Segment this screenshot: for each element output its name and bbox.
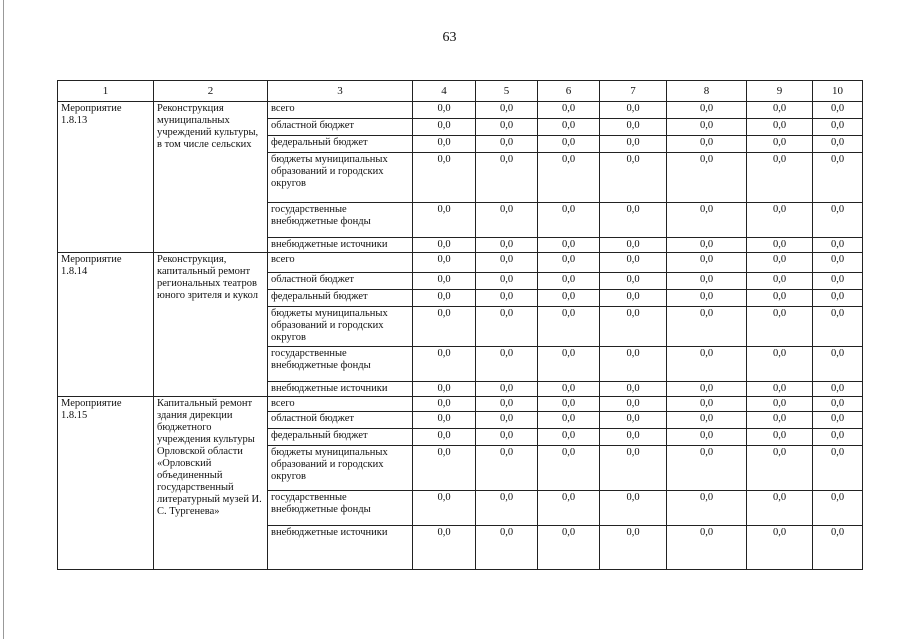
funding-value: 0,0 <box>747 273 813 290</box>
funding-value: 0,0 <box>538 238 600 253</box>
table-row <box>58 397 863 412</box>
funding-value: 0,0 <box>476 347 538 382</box>
funding-value: 0,0 <box>413 347 476 382</box>
page-number: 63 <box>442 30 457 45</box>
funding-source: областной бюджет <box>268 273 413 290</box>
funding-value: 0,0 <box>667 526 747 570</box>
column-header: 2 <box>154 81 268 102</box>
funding-value: 0,0 <box>476 153 538 203</box>
funding-value: 0,0 <box>413 136 476 153</box>
funding-value: 0,0 <box>667 446 747 491</box>
funding-source: государственные внебюджетные фонды <box>268 203 413 238</box>
column-header: 7 <box>600 81 667 102</box>
funding-source: бюджеты муниципальных образований и городских округов <box>268 307 413 347</box>
funding-value: 0,0 <box>538 429 600 446</box>
funding-value: 0,0 <box>813 397 863 412</box>
funding-value: 0,0 <box>538 136 600 153</box>
funding-value: 0,0 <box>747 238 813 253</box>
funding-value: 0,0 <box>476 136 538 153</box>
funding-value: 0,0 <box>476 253 538 273</box>
funding-value: 0,0 <box>413 429 476 446</box>
column-header: 1 <box>58 81 154 102</box>
funding-value: 0,0 <box>667 382 747 397</box>
funding-value: 0,0 <box>413 307 476 347</box>
funding-value: 0,0 <box>747 491 813 526</box>
funding-value: 0,0 <box>747 203 813 238</box>
funding-value: 0,0 <box>476 397 538 412</box>
funding-value: 0,0 <box>600 397 667 412</box>
column-header: 3 <box>268 81 413 102</box>
funding-value: 0,0 <box>413 412 476 429</box>
funding-value: 0,0 <box>476 382 538 397</box>
funding-value: 0,0 <box>413 491 476 526</box>
funding-value: 0,0 <box>813 526 863 570</box>
funding-source: областной бюджет <box>268 119 413 136</box>
funding-value: 0,0 <box>413 102 476 119</box>
funding-value: 0,0 <box>747 102 813 119</box>
funding-value: 0,0 <box>600 203 667 238</box>
column-header: 6 <box>538 81 600 102</box>
funding-value: 0,0 <box>413 273 476 290</box>
funding-source: федеральный бюджет <box>268 136 413 153</box>
table-body <box>58 102 863 570</box>
funding-value: 0,0 <box>667 273 747 290</box>
funding-value: 0,0 <box>667 347 747 382</box>
funding-value: 0,0 <box>476 238 538 253</box>
column-header: 4 <box>413 81 476 102</box>
funding-value: 0,0 <box>747 429 813 446</box>
funding-value: 0,0 <box>538 307 600 347</box>
funding-value: 0,0 <box>747 119 813 136</box>
funding-value: 0,0 <box>747 412 813 429</box>
funding-value: 0,0 <box>476 526 538 570</box>
funding-value: 0,0 <box>813 102 863 119</box>
funding-source: внебюджетные источники <box>268 382 413 397</box>
funding-value: 0,0 <box>600 412 667 429</box>
funding-value: 0,0 <box>667 412 747 429</box>
funding-source: федеральный бюджет <box>268 429 413 446</box>
funding-value: 0,0 <box>747 347 813 382</box>
funding-value: 0,0 <box>667 491 747 526</box>
funding-value: 0,0 <box>600 253 667 273</box>
funding-value: 0,0 <box>813 446 863 491</box>
funding-value: 0,0 <box>813 273 863 290</box>
funding-value: 0,0 <box>413 290 476 307</box>
funding-value: 0,0 <box>538 491 600 526</box>
funding-value: 0,0 <box>538 102 600 119</box>
funding-value: 0,0 <box>813 238 863 253</box>
activity-code: Мероприятие 1.8.14 <box>58 253 154 397</box>
funding-value: 0,0 <box>667 253 747 273</box>
funding-value: 0,0 <box>600 429 667 446</box>
funding-value: 0,0 <box>747 290 813 307</box>
funding-value: 0,0 <box>747 136 813 153</box>
column-header: 8 <box>667 81 747 102</box>
funding-value: 0,0 <box>600 307 667 347</box>
column-header: 10 <box>813 81 863 102</box>
funding-value: 0,0 <box>747 446 813 491</box>
funding-value: 0,0 <box>413 446 476 491</box>
funding-value: 0,0 <box>413 203 476 238</box>
funding-value: 0,0 <box>476 412 538 429</box>
funding-value: 0,0 <box>538 253 600 273</box>
funding-source: государственные внебюджетные фонды <box>268 347 413 382</box>
funding-source: всего <box>268 397 413 412</box>
funding-value: 0,0 <box>667 429 747 446</box>
funding-value: 0,0 <box>813 136 863 153</box>
funding-value: 0,0 <box>413 119 476 136</box>
funding-value: 0,0 <box>813 253 863 273</box>
funding-value: 0,0 <box>413 153 476 203</box>
funding-value: 0,0 <box>667 203 747 238</box>
header-row <box>58 81 863 102</box>
table-header <box>58 81 863 102</box>
funding-value: 0,0 <box>813 382 863 397</box>
funding-value: 0,0 <box>476 102 538 119</box>
funding-value: 0,0 <box>600 273 667 290</box>
column-header: 5 <box>476 81 538 102</box>
funding-value: 0,0 <box>747 397 813 412</box>
activity-name: Реконструкция муниципальных учреждений культуры, в том числе сельских <box>154 102 268 253</box>
funding-value: 0,0 <box>747 526 813 570</box>
funding-value: 0,0 <box>747 307 813 347</box>
funding-value: 0,0 <box>476 429 538 446</box>
activity-code: Мероприятие 1.8.15 <box>58 397 154 570</box>
funding-value: 0,0 <box>667 119 747 136</box>
funding-value: 0,0 <box>747 382 813 397</box>
funding-value: 0,0 <box>600 526 667 570</box>
funding-value: 0,0 <box>600 347 667 382</box>
funding-value: 0,0 <box>747 153 813 203</box>
funding-value: 0,0 <box>413 526 476 570</box>
funding-value: 0,0 <box>813 307 863 347</box>
funding-value: 0,0 <box>600 491 667 526</box>
funding-value: 0,0 <box>538 347 600 382</box>
funding-value: 0,0 <box>476 119 538 136</box>
funding-value: 0,0 <box>476 203 538 238</box>
funding-value: 0,0 <box>813 429 863 446</box>
funding-value: 0,0 <box>538 382 600 397</box>
activity-name: Капитальный ремонт здания дирекции бюджетного учреждения культуры Орловской области «Орловский объединенный государственный литературный музей И. С. Тургенева» <box>154 397 268 570</box>
funding-value: 0,0 <box>600 102 667 119</box>
funding-value: 0,0 <box>667 136 747 153</box>
column-header: 9 <box>747 81 813 102</box>
page-edge-line <box>3 0 4 639</box>
funding-value: 0,0 <box>813 203 863 238</box>
funding-value: 0,0 <box>538 119 600 136</box>
funding-value: 0,0 <box>600 153 667 203</box>
funding-value: 0,0 <box>667 153 747 203</box>
funding-value: 0,0 <box>476 446 538 491</box>
budget-table <box>57 80 863 570</box>
funding-value: 0,0 <box>600 238 667 253</box>
activity-code: Мероприятие 1.8.13 <box>58 102 154 253</box>
funding-value: 0,0 <box>813 347 863 382</box>
funding-value: 0,0 <box>600 119 667 136</box>
funding-source: всего <box>268 102 413 119</box>
funding-value: 0,0 <box>600 382 667 397</box>
funding-value: 0,0 <box>667 307 747 347</box>
funding-source: внебюджетные источники <box>268 526 413 570</box>
funding-source: всего <box>268 253 413 273</box>
funding-value: 0,0 <box>538 412 600 429</box>
funding-value: 0,0 <box>667 290 747 307</box>
funding-value: 0,0 <box>538 290 600 307</box>
funding-value: 0,0 <box>476 273 538 290</box>
funding-source: бюджеты муниципальных образований и городских округов <box>268 446 413 491</box>
funding-value: 0,0 <box>538 203 600 238</box>
table-row <box>58 253 863 273</box>
funding-source: областной бюджет <box>268 412 413 429</box>
funding-value: 0,0 <box>747 253 813 273</box>
funding-value: 0,0 <box>476 307 538 347</box>
funding-source: бюджеты муниципальных образований и городских округов <box>268 153 413 203</box>
activity-name: Реконструкция, капитальный ремонт региональных театров юного зрителя и кукол <box>154 253 268 397</box>
funding-value: 0,0 <box>667 238 747 253</box>
funding-source: федеральный бюджет <box>268 290 413 307</box>
funding-source: внебюджетные источники <box>268 238 413 253</box>
funding-value: 0,0 <box>667 397 747 412</box>
funding-value: 0,0 <box>413 382 476 397</box>
funding-value: 0,0 <box>538 526 600 570</box>
funding-value: 0,0 <box>538 397 600 412</box>
funding-value: 0,0 <box>813 491 863 526</box>
funding-value: 0,0 <box>538 153 600 203</box>
funding-value: 0,0 <box>538 446 600 491</box>
funding-source: государственные внебюджетные фонды <box>268 491 413 526</box>
funding-value: 0,0 <box>413 238 476 253</box>
funding-value: 0,0 <box>813 290 863 307</box>
funding-value: 0,0 <box>413 253 476 273</box>
funding-value: 0,0 <box>600 446 667 491</box>
funding-value: 0,0 <box>600 136 667 153</box>
funding-value: 0,0 <box>813 412 863 429</box>
table-row <box>58 102 863 119</box>
funding-value: 0,0 <box>476 290 538 307</box>
funding-value: 0,0 <box>476 491 538 526</box>
funding-value: 0,0 <box>538 273 600 290</box>
funding-value: 0,0 <box>813 153 863 203</box>
funding-value: 0,0 <box>600 290 667 307</box>
funding-value: 0,0 <box>667 102 747 119</box>
funding-value: 0,0 <box>813 119 863 136</box>
funding-value: 0,0 <box>413 397 476 412</box>
